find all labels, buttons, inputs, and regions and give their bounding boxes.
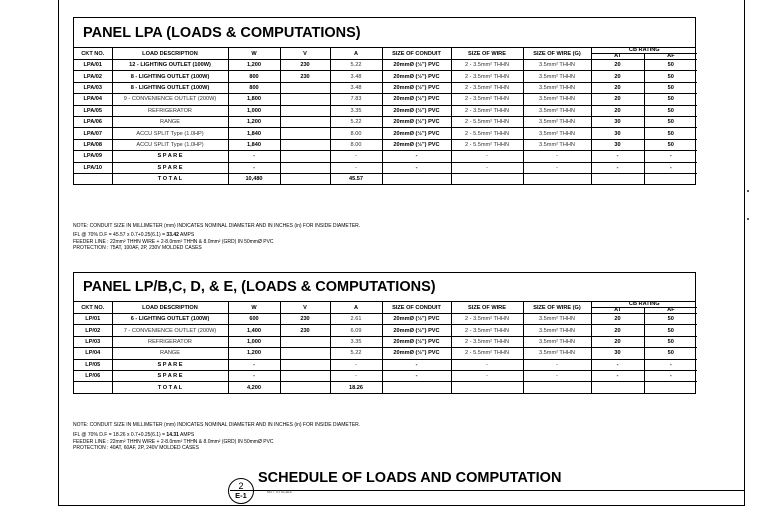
cb-af: 50: [644, 325, 697, 336]
amps: 5.22: [330, 348, 382, 359]
watts: 1,840: [228, 139, 280, 150]
amps: -: [330, 162, 382, 173]
amps: 8.00: [330, 139, 382, 150]
conduit-size: 20mmØ (½") PVC: [382, 60, 451, 71]
scale-note: NOT TO SCALE: [267, 490, 293, 494]
volts: [280, 370, 330, 381]
load-description: 8 - LIGHTING OUTLET (100W): [112, 82, 228, 93]
drawing-title: SCHEDULE OF LOADS AND COMPUTATION: [258, 470, 562, 486]
conduit-size: 20mmØ (½") PVC: [382, 325, 451, 336]
total-blank: [280, 173, 330, 184]
wire-size: 2 - 3.5mm² THHN: [451, 94, 523, 105]
total-blank: [644, 382, 697, 393]
panel-lpa-title: PANEL LPA (LOADS & COMPUTATIONS): [74, 18, 695, 48]
table-row: [74, 370, 697, 381]
amps: -: [330, 359, 382, 370]
cb-af: -: [644, 151, 697, 162]
watts: 1,000: [228, 105, 280, 116]
cb-af: 50: [644, 336, 697, 347]
cb-af: 50: [644, 139, 697, 150]
cb-af: 50: [644, 128, 697, 139]
col-header-wire-size: SIZE OF WIRE: [451, 48, 523, 60]
total-label: T O T A L: [112, 173, 228, 184]
conduit-size: -: [382, 151, 451, 162]
amps: 3.48: [330, 71, 382, 82]
cb-af-label: AF: [667, 53, 675, 59]
ckt-no: LPA/04: [74, 94, 112, 105]
total-blank: [591, 382, 644, 393]
table-row: [74, 151, 697, 162]
total-blank: [280, 382, 330, 393]
table-row: [74, 162, 697, 173]
ckt-no: LPA/08: [74, 139, 112, 150]
conduit-note: NOTE: CONDUIT SIZE IN MILLIMETER (mm) INDICATES NOMINAL DIAMETER AND IN INCHES (in) FOR INSIDE DIAMETER.: [73, 422, 361, 428]
col-header-ckt-no: CKT NO.: [74, 302, 112, 314]
watts: 1,200: [228, 348, 280, 359]
conduit-size: 20mmØ (½") PVC: [382, 348, 451, 359]
cb-at: 20: [591, 336, 644, 347]
cb-at: 20: [591, 105, 644, 116]
wire-size: 2 - 3.5mm² THHN: [451, 314, 523, 325]
wire-size: 2 - 3.5mm² THHN: [451, 60, 523, 71]
panel-lp-notes: [73, 422, 360, 452]
ckt-no: LPA/05: [74, 105, 112, 116]
cb-af: 50: [644, 60, 697, 71]
ground-wire-size: 3.5mm² THHN: [523, 348, 591, 359]
col-header-ckt-no: CKT NO.: [74, 48, 112, 60]
conduit-size: 20mmØ (½") PVC: [382, 128, 451, 139]
panel-lp-table: [74, 302, 697, 393]
load-description: 7 - CONVENIENCE OUTLET (200W): [112, 325, 228, 336]
conduit-size: 20mmØ (½") PVC: [382, 139, 451, 150]
ckt-no: LP/03: [74, 336, 112, 347]
volts: [280, 151, 330, 162]
cb-at: 20: [591, 71, 644, 82]
cb-af: 50: [644, 71, 697, 82]
amps: 6.09: [330, 325, 382, 336]
conduit-size: 20mmØ (½") PVC: [382, 336, 451, 347]
amps: 3.35: [330, 105, 382, 116]
ground-wire-size: -: [523, 151, 591, 162]
table-row: [74, 116, 697, 127]
cb-af-label: AF: [667, 307, 675, 313]
cb-at: -: [591, 151, 644, 162]
watts: 1,000: [228, 336, 280, 347]
ifl-line: IFL @ 70% D.F = 45.57 x 0.7+0.25(6.1) = 33.42 AMPS: [73, 232, 195, 239]
volts: [280, 116, 330, 127]
volts: [280, 94, 330, 105]
col-header-volts: V: [280, 302, 330, 314]
cb-af: -: [644, 359, 697, 370]
watts: 1,200: [228, 60, 280, 71]
volts: [280, 348, 330, 359]
watts: -: [228, 359, 280, 370]
load-description: 6 - LIGHTING OUTLET (100W): [112, 314, 228, 325]
ground-wire-size: -: [523, 359, 591, 370]
cb-af: 50: [644, 116, 697, 127]
callout-sheet: E-1: [232, 490, 250, 500]
cb-at: -: [591, 359, 644, 370]
protection-line: PROTECTION : 75AT, 100AF, 2P, 230V MOLDED CASES: [73, 245, 202, 252]
amps: 5.22: [330, 116, 382, 127]
load-description: RANGE: [112, 116, 228, 127]
cb-rating-label: CB RATING: [592, 48, 698, 54]
volts: [280, 139, 330, 150]
conduit-size: 20mmØ (½") PVC: [382, 116, 451, 127]
col-header-cb-rating: [591, 302, 697, 314]
table-row: [74, 105, 697, 116]
margin-mark: [747, 218, 749, 220]
volts: [280, 162, 330, 173]
total-amps: 18.26: [330, 382, 382, 393]
wire-size: 2 - 5.5mm² THHN: [451, 128, 523, 139]
margin-mark: [747, 190, 749, 192]
col-header-conduit-size: SIZE OF CONDUIT: [382, 48, 451, 60]
volts: 230: [280, 60, 330, 71]
drawing-callout: [228, 478, 254, 504]
ckt-no: LPA/10: [74, 162, 112, 173]
panel-lpa-notes: [73, 223, 360, 252]
amps: 2.61: [330, 314, 382, 325]
panel-lpa-schedule: [73, 17, 696, 185]
volts: 230: [280, 314, 330, 325]
col-header-ground-wire-size: SIZE OF WIRE (G): [523, 302, 591, 314]
load-description: REFRIGERATOR: [112, 105, 228, 116]
ckt-no: LP/04: [74, 348, 112, 359]
cb-at: 30: [591, 139, 644, 150]
conduit-size: 20mmØ (½") PVC: [382, 105, 451, 116]
volts: [280, 82, 330, 93]
watts: -: [228, 151, 280, 162]
table-row: [74, 325, 697, 336]
header-row: [74, 302, 697, 314]
volts: [280, 359, 330, 370]
wire-size: 2 - 3.5mm² THHN: [451, 82, 523, 93]
watts: 1,800: [228, 94, 280, 105]
table-row: [74, 348, 697, 359]
cb-af: 50: [644, 348, 697, 359]
load-description: 9 - CONVENIENCE OUTLET (200W): [112, 94, 228, 105]
conduit-size: -: [382, 359, 451, 370]
volts: [280, 128, 330, 139]
wire-size: 2 - 5.5mm² THHN: [451, 116, 523, 127]
ground-wire-size: 3.5mm² THHN: [523, 314, 591, 325]
amps: -: [330, 151, 382, 162]
ground-wire-size: 3.5mm² THHN: [523, 105, 591, 116]
table-row: [74, 336, 697, 347]
ground-wire-size: -: [523, 370, 591, 381]
table-row: [74, 94, 697, 105]
table-row: [74, 128, 697, 139]
cb-at: -: [591, 370, 644, 381]
total-blank: [523, 382, 591, 393]
col-header-watts: W: [228, 302, 280, 314]
col-header-amps: A: [330, 48, 382, 60]
ckt-no: LP/06: [74, 370, 112, 381]
wire-size: -: [451, 151, 523, 162]
load-description: ACCU SPLIT Type (1.0HP): [112, 128, 228, 139]
cb-at: 30: [591, 116, 644, 127]
amps: 5.22: [330, 60, 382, 71]
volts: [280, 336, 330, 347]
total-blank: [451, 382, 523, 393]
cb-at: 30: [591, 348, 644, 359]
feeder-line: FEEDER LINE : 22mm² THHN WIRE + 2-8.0mm² THHN & 8.0mm² (GRD) IN 50mmØ PVC: [73, 438, 274, 445]
cb-at: -: [591, 162, 644, 173]
total-watts: 4,200: [228, 382, 280, 393]
table-row: [74, 139, 697, 150]
table-row: [74, 314, 697, 325]
wire-size: 2 - 3.5mm² THHN: [451, 71, 523, 82]
footer-rule: [230, 490, 744, 491]
conduit-size: -: [382, 370, 451, 381]
total-blank: [451, 173, 523, 184]
watts: 800: [228, 82, 280, 93]
cb-af: -: [644, 370, 697, 381]
total-row: [74, 173, 697, 184]
ground-wire-size: 3.5mm² THHN: [523, 82, 591, 93]
wire-size: 2 - 3.5mm² THHN: [451, 336, 523, 347]
table-row: [74, 82, 697, 93]
total-blank: [74, 173, 112, 184]
cb-at: 30: [591, 128, 644, 139]
total-blank: [523, 173, 591, 184]
panel-lp-title: PANEL LP/B,C, D, & E, (LOADS & COMPUTATIONS): [74, 273, 695, 302]
volts: [280, 105, 330, 116]
ifl-value: 14.31: [166, 432, 179, 439]
load-description: S P A R E: [112, 370, 228, 381]
cb-at: 20: [591, 325, 644, 336]
cb-af: 50: [644, 314, 697, 325]
total-blank: [591, 173, 644, 184]
load-description: 8 - LIGHTING OUTLET (100W): [112, 71, 228, 82]
watts: 800: [228, 71, 280, 82]
col-header-load-description: LOAD DESCRIPTION: [112, 48, 228, 60]
total-amps: 45.57: [330, 173, 382, 184]
total-label: T O T A L: [112, 382, 228, 393]
callout-number: 2: [238, 481, 244, 491]
wire-size: -: [451, 370, 523, 381]
cb-at: 20: [591, 60, 644, 71]
col-header-conduit-size: SIZE OF CONDUIT: [382, 302, 451, 314]
cb-at: 20: [591, 82, 644, 93]
watts: 1,840: [228, 128, 280, 139]
amps: 7.83: [330, 94, 382, 105]
ground-wire-size: 3.5mm² THHN: [523, 139, 591, 150]
load-description: S P A R E: [112, 151, 228, 162]
protection-line: PROTECTION : 40AT, 60AF, 2P, 240V MOLDED CASES: [73, 445, 199, 452]
amps: 3.35: [330, 336, 382, 347]
ground-wire-size: 3.5mm² THHN: [523, 116, 591, 127]
ground-wire-size: -: [523, 162, 591, 173]
wire-size: 2 - 3.5mm² THHN: [451, 325, 523, 336]
cb-at-label: AT: [592, 308, 645, 313]
cb-af: 50: [644, 94, 697, 105]
load-description: REFRIGERATOR: [112, 336, 228, 347]
col-header-wire-size: SIZE OF WIRE: [451, 302, 523, 314]
conduit-size: 20mmØ (½") PVC: [382, 314, 451, 325]
col-header-watts: W: [228, 48, 280, 60]
ground-wire-size: 3.5mm² THHN: [523, 325, 591, 336]
table-row: [74, 71, 697, 82]
load-description: S P A R E: [112, 162, 228, 173]
conduit-size: 20mmØ (½") PVC: [382, 94, 451, 105]
conduit-size: 20mmØ (½") PVC: [382, 71, 451, 82]
ckt-no: LPA/06: [74, 116, 112, 127]
load-description: 12 - LIGHTING OUTLET (100W): [112, 60, 228, 71]
cb-af: 50: [644, 82, 697, 93]
ckt-no: LPA/01: [74, 60, 112, 71]
col-header-ground-wire-size: SIZE OF WIRE (G): [523, 48, 591, 60]
ground-wire-size: 3.5mm² THHN: [523, 94, 591, 105]
ground-wire-size: 3.5mm² THHN: [523, 60, 591, 71]
ckt-no: LPA/02: [74, 71, 112, 82]
feeder-line: FEEDER LINE : 22mm² THHN WIRE + 2-8.0mm² THHN & 8.0mm² (GRD) IN 50mmØ PVC: [73, 238, 274, 245]
wire-size: -: [451, 359, 523, 370]
cb-at-label: AT: [592, 54, 645, 59]
panel-lpa-table: [74, 48, 697, 184]
wire-size: 2 - 3.5mm² THHN: [451, 105, 523, 116]
conduit-size: -: [382, 162, 451, 173]
cb-at: 20: [591, 94, 644, 105]
ground-wire-size: 3.5mm² THHN: [523, 128, 591, 139]
load-description: ACCU SPLIT Type (1.0HP): [112, 139, 228, 150]
cb-at: 20: [591, 314, 644, 325]
ckt-no: LPA/09: [74, 151, 112, 162]
load-description: S P A R E: [112, 359, 228, 370]
wire-size: 2 - 5.5mm² THHN: [451, 139, 523, 150]
watts: -: [228, 370, 280, 381]
watts: 1,400: [228, 325, 280, 336]
total-blank: [382, 173, 451, 184]
amps: 3.48: [330, 82, 382, 93]
col-header-load-description: LOAD DESCRIPTION: [112, 302, 228, 314]
amps: 8.00: [330, 128, 382, 139]
header-row: [74, 48, 697, 60]
ground-wire-size: 3.5mm² THHN: [523, 336, 591, 347]
conduit-note: NOTE: CONDUIT SIZE IN MILLIMETER (mm) INDICATES NOMINAL DIAMETER AND IN INCHES (in) FOR INSIDE DIAMETER.: [73, 223, 361, 229]
col-header-cb-rating: [591, 48, 697, 60]
table-row: [74, 60, 697, 71]
load-description: RANGE: [112, 348, 228, 359]
ckt-no: LPA/07: [74, 128, 112, 139]
total-blank: [382, 382, 451, 393]
wire-size: 2 - 5.5mm² THHN: [451, 348, 523, 359]
volts: 230: [280, 325, 330, 336]
ckt-no: LP/01: [74, 314, 112, 325]
volts: 230: [280, 71, 330, 82]
watts: 1,200: [228, 116, 280, 127]
ifl-value: 33.42: [166, 232, 179, 239]
cb-af: 50: [644, 105, 697, 116]
cb-af: -: [644, 162, 697, 173]
col-header-amps: A: [330, 302, 382, 314]
total-row: [74, 382, 697, 393]
watts: 600: [228, 314, 280, 325]
ifl-line: IFL @ 70% D.F = 18.26 x 0.7+0.25(6.1) = 14.31 AMPS: [73, 432, 195, 439]
ckt-no: LPA/03: [74, 82, 112, 93]
panel-lp-schedule: [73, 272, 696, 394]
total-watts: 10,480: [228, 173, 280, 184]
conduit-size: 20mmØ (½") PVC: [382, 82, 451, 93]
ground-wire-size: 3.5mm² THHN: [523, 71, 591, 82]
ckt-no: LP/02: [74, 325, 112, 336]
ckt-no: LP/05: [74, 359, 112, 370]
table-row: [74, 359, 697, 370]
total-blank: [644, 173, 697, 184]
wire-size: -: [451, 162, 523, 173]
total-blank: [74, 382, 112, 393]
col-header-volts: V: [280, 48, 330, 60]
watts: -: [228, 162, 280, 173]
amps: -: [330, 370, 382, 381]
cb-rating-label: CB RATING: [592, 302, 698, 308]
